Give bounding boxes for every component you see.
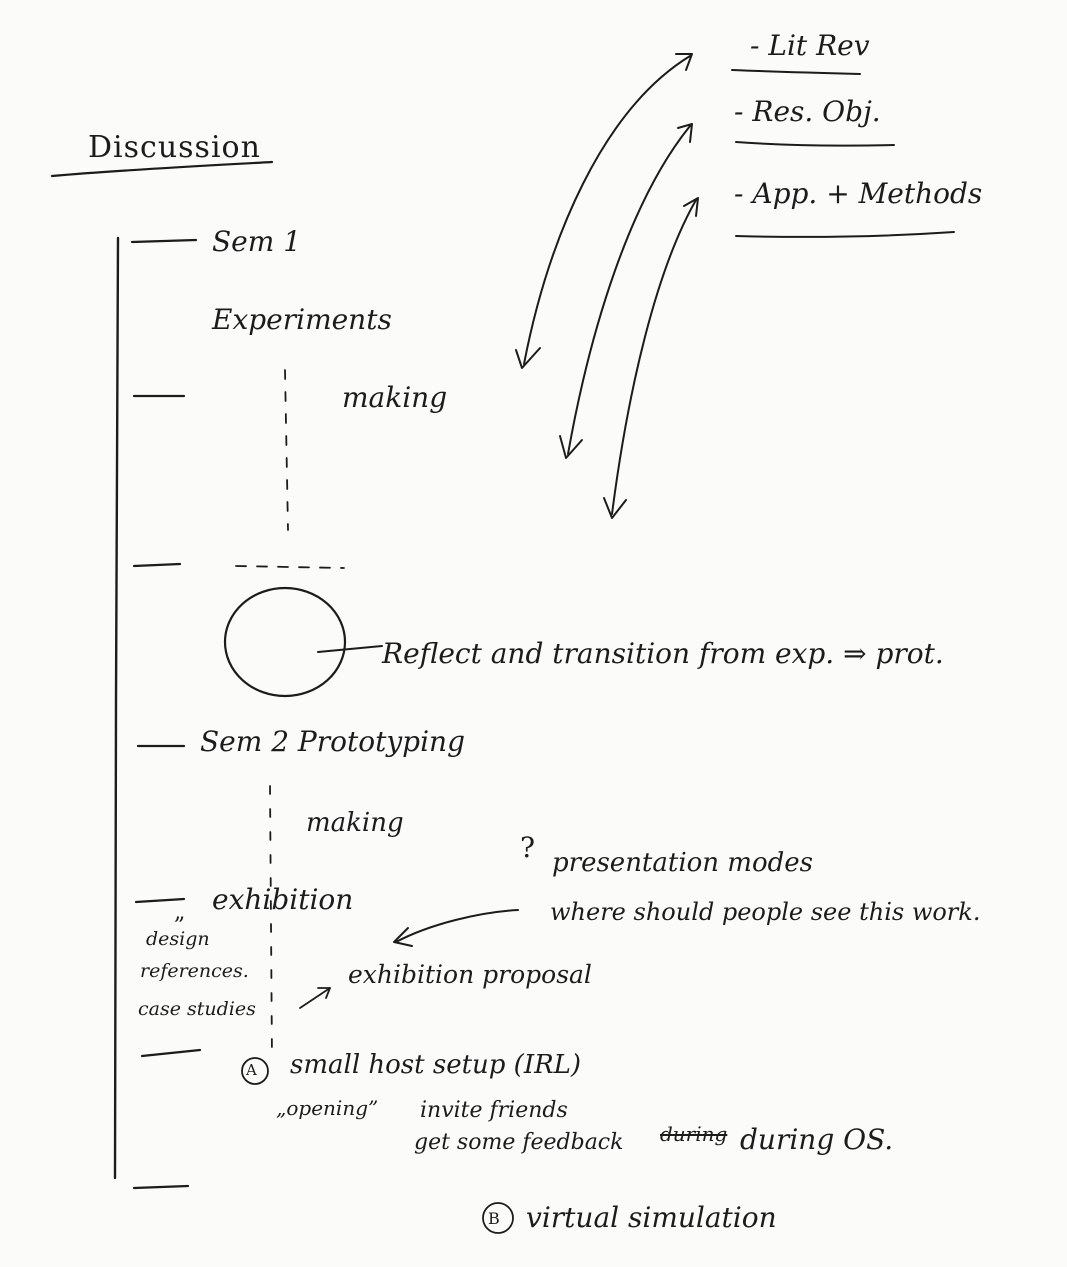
- making-label-1: making: [342, 381, 448, 414]
- where-see-note: where should people see this work.: [550, 898, 981, 926]
- timeline-tick: [132, 240, 196, 242]
- dashed-segment: [270, 786, 272, 1060]
- crossed-out-word: during: [660, 1122, 728, 1146]
- app-methods-item: - App. + Methods: [734, 177, 983, 210]
- sem2-label: Sem 2 Prototyping: [200, 725, 466, 758]
- reflect-note: Reflect and transition from exp. ⇒ prot.: [382, 637, 944, 670]
- option-a-marker: A: [246, 1061, 257, 1079]
- app-methods-arrow-head-bottom: [604, 498, 626, 518]
- circle-connector: [318, 646, 382, 652]
- reflection-circle: [225, 588, 345, 696]
- timeline-tick: [134, 1186, 188, 1188]
- option-a-text: small host setup (IRL): [290, 1050, 582, 1080]
- dashed-segment: [285, 370, 288, 530]
- during-os-note: during OS.: [740, 1123, 894, 1156]
- app-methods-underline: [736, 232, 954, 237]
- experiments-label: Experiments: [212, 303, 392, 336]
- case-studies-note: case studies: [138, 998, 256, 1020]
- exhibition-proposal-label: exhibition proposal: [348, 960, 592, 989]
- design-note: design: [146, 928, 210, 950]
- invite-friends-note: invite friends: [420, 1098, 568, 1123]
- lit-rev-underline: [732, 70, 860, 74]
- opening-note: „opening”: [276, 1096, 379, 1120]
- res-obj-underline: [736, 142, 894, 146]
- dashed-segment: [236, 566, 344, 568]
- making-label-2: making: [306, 808, 404, 838]
- timeline-tick: [134, 564, 180, 566]
- timeline-tick: [142, 1050, 200, 1056]
- quote-mark: „: [174, 900, 186, 925]
- lit-rev-arrow: [524, 56, 690, 364]
- presentation-modes-note: presentation modes: [552, 848, 813, 878]
- get-feedback-note: get some feedback: [414, 1130, 624, 1155]
- proposal-arrow-head: [394, 928, 412, 946]
- exhibition-label: exhibition: [212, 883, 354, 916]
- lit-rev-item: - Lit Rev: [750, 29, 870, 62]
- question-mark: ?: [520, 831, 536, 864]
- page-title: Discussion: [88, 130, 261, 165]
- sem1-label: Sem 1: [212, 225, 302, 258]
- option-b-marker: B: [488, 1209, 500, 1228]
- option-b-text: virtual simulation: [526, 1201, 777, 1234]
- timeline-spine: [115, 238, 118, 1178]
- references-note: references.: [140, 960, 249, 982]
- lit-rev-arrow-head-bottom: [516, 348, 540, 368]
- proposal-arrow: [396, 910, 518, 942]
- res-obj-item: - Res. Obj.: [734, 95, 881, 128]
